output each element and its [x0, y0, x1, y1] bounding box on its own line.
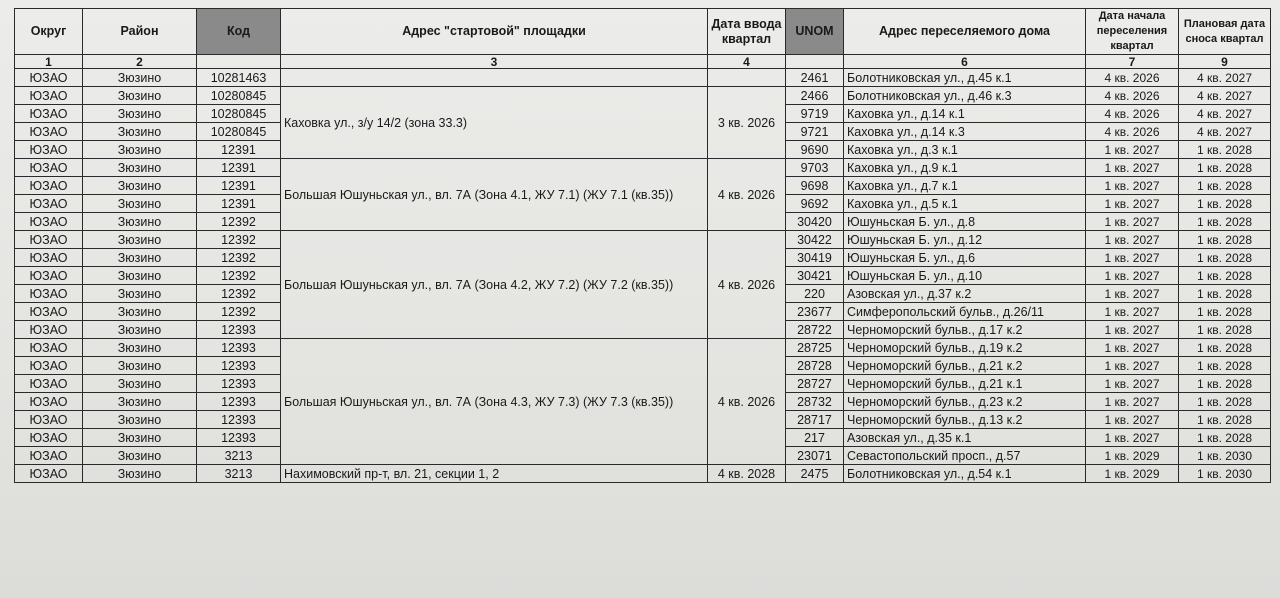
resettle-address-cell: Севастопольский просп., д.57 [844, 447, 1086, 465]
okrug-cell: ЮЗАО [15, 393, 83, 411]
demolition-date-cell: 1 кв. 2028 [1179, 267, 1271, 285]
rayon-cell: Зюзино [83, 447, 197, 465]
kod-cell: 12392 [197, 213, 281, 231]
resettle-start-cell: 1 кв. 2027 [1086, 267, 1179, 285]
table-row [15, 339, 1271, 357]
rayon-cell: Зюзино [83, 105, 197, 123]
unom-cell: 30421 [786, 267, 844, 285]
unom-cell: 28725 [786, 339, 844, 357]
demolition-date-cell: 1 кв. 2028 [1179, 375, 1271, 393]
unom-cell: 2466 [786, 87, 844, 105]
column-number: 7 [1086, 55, 1179, 69]
rayon-cell: Зюзино [83, 357, 197, 375]
demolition-date-cell: 1 кв. 2028 [1179, 429, 1271, 447]
resettle-address-cell: Каховка ул., д.3 к.1 [844, 141, 1086, 159]
table-row [15, 465, 1271, 483]
unom-cell: 23071 [786, 447, 844, 465]
rayon-cell: Зюзино [83, 69, 197, 87]
resettle-address-cell: Черноморский бульв., д.19 к.2 [844, 339, 1086, 357]
rayon-cell: Зюзино [83, 321, 197, 339]
resettle-address-cell: Болотниковская ул., д.45 к.1 [844, 69, 1086, 87]
unom-cell: 9719 [786, 105, 844, 123]
header-okrug: Округ [15, 9, 83, 55]
rayon-cell: Зюзино [83, 213, 197, 231]
okrug-cell: ЮЗАО [15, 195, 83, 213]
demolition-date-cell: 1 кв. 2028 [1179, 339, 1271, 357]
kod-cell: 12391 [197, 177, 281, 195]
header-rayon: Район [83, 9, 197, 55]
unom-cell: 23677 [786, 303, 844, 321]
okrug-cell: ЮЗАО [15, 105, 83, 123]
kod-cell: 12392 [197, 285, 281, 303]
okrug-cell: ЮЗАО [15, 357, 83, 375]
rayon-cell: Зюзино [83, 123, 197, 141]
kod-cell: 10280845 [197, 123, 281, 141]
resettle-start-cell: 1 кв. 2027 [1086, 213, 1179, 231]
unom-cell: 9703 [786, 159, 844, 177]
okrug-cell: ЮЗАО [15, 339, 83, 357]
okrug-cell: ЮЗАО [15, 321, 83, 339]
kod-cell: 12393 [197, 393, 281, 411]
rayon-cell: Зюзино [83, 411, 197, 429]
resettle-address-cell: Черноморский бульв., д.17 к.2 [844, 321, 1086, 339]
kod-cell: 12393 [197, 339, 281, 357]
resettle-start-cell: 1 кв. 2027 [1086, 195, 1179, 213]
demolition-date-cell: 1 кв. 2028 [1179, 159, 1271, 177]
resettle-address-cell: Черноморский бульв., д.21 к.1 [844, 375, 1086, 393]
date-input-cell: 4 кв. 2026 [708, 159, 786, 231]
date-input-cell [708, 69, 786, 87]
column-number [786, 55, 844, 69]
kod-cell: 3213 [197, 465, 281, 483]
resettle-start-cell: 1 кв. 2027 [1086, 141, 1179, 159]
demolition-date-cell: 1 кв. 2028 [1179, 321, 1271, 339]
start-address-cell [281, 69, 708, 87]
okrug-cell: ЮЗАО [15, 375, 83, 393]
kod-cell: 12392 [197, 249, 281, 267]
demolition-date-cell: 4 кв. 2027 [1179, 123, 1271, 141]
demolition-date-cell: 1 кв. 2028 [1179, 141, 1271, 159]
okrug-cell: ЮЗАО [15, 159, 83, 177]
column-number: 3 [281, 55, 708, 69]
resettle-start-cell: 1 кв. 2027 [1086, 321, 1179, 339]
demolition-date-cell: 1 кв. 2028 [1179, 285, 1271, 303]
rayon-cell: Зюзино [83, 375, 197, 393]
resettle-address-cell: Юшуньская Б. ул., д.6 [844, 249, 1086, 267]
date-input-cell: 4 кв. 2028 [708, 465, 786, 483]
okrug-cell: ЮЗАО [15, 303, 83, 321]
start-address-cell: Большая Юшуньская ул., вл. 7А (Зона 4.1, ЖУ 7.1) (ЖУ 7.1 (кв.35)) [281, 159, 708, 231]
column-number [197, 55, 281, 69]
resettle-address-cell: Каховка ул., д.5 к.1 [844, 195, 1086, 213]
kod-cell: 12391 [197, 159, 281, 177]
rayon-cell: Зюзино [83, 429, 197, 447]
date-input-cell: 3 кв. 2026 [708, 87, 786, 159]
rayon-cell: Зюзино [83, 159, 197, 177]
column-number: 4 [708, 55, 786, 69]
okrug-cell: ЮЗАО [15, 285, 83, 303]
kod-cell: 12393 [197, 411, 281, 429]
unom-cell: 9721 [786, 123, 844, 141]
resettle-start-cell: 4 кв. 2026 [1086, 87, 1179, 105]
okrug-cell: ЮЗАО [15, 429, 83, 447]
okrug-cell: ЮЗАО [15, 267, 83, 285]
demolition-date-cell: 1 кв. 2028 [1179, 177, 1271, 195]
kod-cell: 10280845 [197, 105, 281, 123]
kod-cell: 3213 [197, 447, 281, 465]
resettle-start-cell: 1 кв. 2027 [1086, 303, 1179, 321]
demolition-date-cell: 1 кв. 2030 [1179, 465, 1271, 483]
resettle-start-cell: 1 кв. 2027 [1086, 411, 1179, 429]
demolition-date-cell: 1 кв. 2028 [1179, 213, 1271, 231]
kod-cell: 12392 [197, 267, 281, 285]
resettle-start-cell: 1 кв. 2029 [1086, 465, 1179, 483]
rayon-cell: Зюзино [83, 249, 197, 267]
unom-cell: 9690 [786, 141, 844, 159]
unom-cell: 28717 [786, 411, 844, 429]
demolition-date-cell: 4 кв. 2027 [1179, 105, 1271, 123]
unom-cell: 30422 [786, 231, 844, 249]
rayon-cell: Зюзино [83, 339, 197, 357]
unom-cell: 28722 [786, 321, 844, 339]
date-input-cell: 4 кв. 2026 [708, 231, 786, 339]
okrug-cell: ЮЗАО [15, 69, 83, 87]
resettle-address-cell: Юшуньская Б. ул., д.10 [844, 267, 1086, 285]
unom-cell: 28728 [786, 357, 844, 375]
okrug-cell: ЮЗАО [15, 231, 83, 249]
resettle-address-cell: Юшуньская Б. ул., д.12 [844, 231, 1086, 249]
kod-cell: 12392 [197, 303, 281, 321]
resettle-address-cell: Болотниковская ул., д.54 к.1 [844, 465, 1086, 483]
resettle-address-cell: Черноморский бульв., д.13 к.2 [844, 411, 1086, 429]
resettle-address-cell: Каховка ул., д.14 к.3 [844, 123, 1086, 141]
start-address-cell: Каховка ул., з/у 14/2 (зона 33.3) [281, 87, 708, 159]
resettle-address-cell: Каховка ул., д.7 к.1 [844, 177, 1086, 195]
okrug-cell: ЮЗАО [15, 141, 83, 159]
resettle-address-cell: Черноморский бульв., д.23 к.2 [844, 393, 1086, 411]
resettle-address-cell: Азовская ул., д.35 к.1 [844, 429, 1086, 447]
demolition-date-cell: 1 кв. 2028 [1179, 195, 1271, 213]
okrug-cell: ЮЗАО [15, 123, 83, 141]
column-number: 2 [83, 55, 197, 69]
resettle-start-cell: 1 кв. 2027 [1086, 429, 1179, 447]
date-input-cell: 4 кв. 2026 [708, 339, 786, 465]
resettle-address-cell: Каховка ул., д.14 к.1 [844, 105, 1086, 123]
column-number: 9 [1179, 55, 1271, 69]
demolition-date-cell: 1 кв. 2028 [1179, 393, 1271, 411]
header-unom: UNOM [786, 9, 844, 55]
resettle-start-cell: 1 кв. 2027 [1086, 375, 1179, 393]
rayon-cell: Зюзино [83, 231, 197, 249]
demolition-date-cell: 1 кв. 2028 [1179, 249, 1271, 267]
resettle-address-cell: Болотниковская ул., д.46 к.3 [844, 87, 1086, 105]
unom-cell: 217 [786, 429, 844, 447]
unom-cell: 220 [786, 285, 844, 303]
rayon-cell: Зюзино [83, 393, 197, 411]
resettle-address-cell: Юшуньская Б. ул., д.8 [844, 213, 1086, 231]
kod-cell: 10280845 [197, 87, 281, 105]
okrug-cell: ЮЗАО [15, 465, 83, 483]
unom-cell: 28727 [786, 375, 844, 393]
unom-cell: 28732 [786, 393, 844, 411]
unom-cell: 2461 [786, 69, 844, 87]
demolition-date-cell: 4 кв. 2027 [1179, 69, 1271, 87]
table-row [15, 87, 1271, 105]
demolition-date-cell: 1 кв. 2028 [1179, 357, 1271, 375]
kod-cell: 12391 [197, 141, 281, 159]
unom-cell: 30419 [786, 249, 844, 267]
demolition-date-cell: 4 кв. 2027 [1179, 87, 1271, 105]
header-demolition: Плановая дата сноса квартал [1179, 9, 1271, 55]
table-row [15, 231, 1271, 249]
kod-cell: 12393 [197, 429, 281, 447]
rayon-cell: Зюзино [83, 177, 197, 195]
resettle-start-cell: 1 кв. 2027 [1086, 357, 1179, 375]
column-number: 6 [844, 55, 1086, 69]
unom-cell: 30420 [786, 213, 844, 231]
kod-cell: 12393 [197, 357, 281, 375]
resettle-start-cell: 1 кв. 2027 [1086, 285, 1179, 303]
resettle-start-cell: 1 кв. 2027 [1086, 249, 1179, 267]
rayon-cell: Зюзино [83, 303, 197, 321]
rayon-cell: Зюзино [83, 195, 197, 213]
resettle-address-cell: Черноморский бульв., д.21 к.2 [844, 357, 1086, 375]
resettle-start-cell: 1 кв. 2027 [1086, 339, 1179, 357]
kod-cell: 10281463 [197, 69, 281, 87]
resettle-start-cell: 1 кв. 2027 [1086, 177, 1179, 195]
table-body [15, 69, 1271, 483]
kod-cell: 12392 [197, 231, 281, 249]
column-number-row [15, 55, 1271, 69]
kod-cell: 12393 [197, 321, 281, 339]
okrug-cell: ЮЗАО [15, 213, 83, 231]
header-start-address: Адрес "стартовой" площадки [281, 9, 708, 55]
resettle-address-cell: Симферопольский бульв., д.26/11 [844, 303, 1086, 321]
rayon-cell: Зюзино [83, 267, 197, 285]
header-kod: Код [197, 9, 281, 55]
unom-cell: 9692 [786, 195, 844, 213]
header-row [15, 9, 1271, 55]
resettle-address-cell: Каховка ул., д.9 к.1 [844, 159, 1086, 177]
demolition-date-cell: 1 кв. 2028 [1179, 231, 1271, 249]
header-date-input: Дата ввода квартал [708, 9, 786, 55]
start-address-cell: Большая Юшуньская ул., вл. 7А (Зона 4.2, ЖУ 7.2) (ЖУ 7.2 (кв.35)) [281, 231, 708, 339]
start-address-cell: Большая Юшуньская ул., вл. 7А (Зона 4.3, ЖУ 7.3) (ЖУ 7.3 (кв.35)) [281, 339, 708, 465]
start-address-cell: Нахимовский пр-т, вл. 21, секции 1, 2 [281, 465, 708, 483]
okrug-cell: ЮЗАО [15, 447, 83, 465]
demolition-date-cell: 1 кв. 2028 [1179, 411, 1271, 429]
okrug-cell: ЮЗАО [15, 177, 83, 195]
header-resettle-address: Адрес переселяемого дома [844, 9, 1086, 55]
resettle-start-cell: 1 кв. 2029 [1086, 447, 1179, 465]
demolition-date-cell: 1 кв. 2030 [1179, 447, 1271, 465]
rayon-cell: Зюзино [83, 87, 197, 105]
resettle-start-cell: 4 кв. 2026 [1086, 105, 1179, 123]
resettle-start-cell: 4 кв. 2026 [1086, 123, 1179, 141]
resettle-address-cell: Азовская ул., д.37 к.2 [844, 285, 1086, 303]
table-row [15, 69, 1271, 87]
resettle-start-cell: 1 кв. 2027 [1086, 393, 1179, 411]
rayon-cell: Зюзино [83, 141, 197, 159]
kod-cell: 12391 [197, 195, 281, 213]
kod-cell: 12393 [197, 375, 281, 393]
okrug-cell: ЮЗАО [15, 411, 83, 429]
resettle-start-cell: 1 кв. 2027 [1086, 159, 1179, 177]
resettle-start-cell: 4 кв. 2026 [1086, 69, 1179, 87]
unom-cell: 9698 [786, 177, 844, 195]
rayon-cell: Зюзино [83, 465, 197, 483]
okrug-cell: ЮЗАО [15, 249, 83, 267]
rayon-cell: Зюзино [83, 285, 197, 303]
resettle-start-cell: 1 кв. 2027 [1086, 231, 1179, 249]
column-number: 1 [15, 55, 83, 69]
table-row [15, 159, 1271, 177]
okrug-cell: ЮЗАО [15, 87, 83, 105]
unom-cell: 2475 [786, 465, 844, 483]
demolition-date-cell: 1 кв. 2028 [1179, 303, 1271, 321]
header-resettle-start: Дата начала переселения квартал [1086, 9, 1179, 55]
resettlement-table [14, 8, 1271, 483]
